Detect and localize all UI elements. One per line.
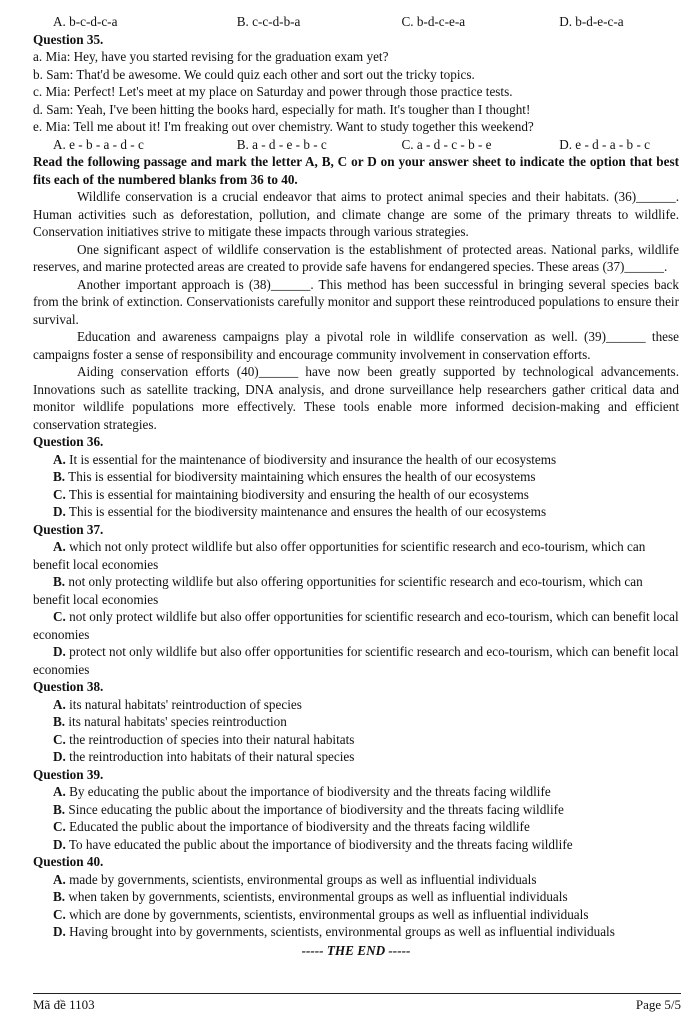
option-text: made by governments, scientists, environmental groups as well as influential individuals — [69, 871, 537, 887]
passage-paragraph: One significant aspect of wildlife conservation is the establishment of protected areas. National parks, wildlife reserves, and marine protected areas are created to provide safe havens for endangered species. These areas (37)______. — [33, 241, 679, 274]
option-text: its natural habitats' species reintroduction — [68, 714, 287, 729]
option-letter: B. — [53, 469, 66, 484]
option-letter: A. — [53, 784, 66, 799]
q35-line-c: c. Mia: Perfect! Let's meet at my place on Saturday and power through those practice tests. — [33, 84, 513, 99]
q34-option-d: D. b-d-e-c-a — [559, 14, 624, 29]
q39-title: Question 39. — [33, 766, 104, 782]
q35-line-a: a. Mia: Hey, have you started revising for the graduation exam yet? — [33, 49, 389, 64]
q38-option-b — [33, 713, 679, 731]
option-text: which are done by governments, scientists, environmental groups as well as influential individuals — [69, 906, 589, 922]
passage-paragraph: Wildlife conservation is a crucial endeavor that aims to protect animal species and their habitats. (36)______. Human activities such as deforestation, pollution, and climate change are some of the primary threats to wildlife. Conservation initiatives strive to mitigate these impacts through various strategies. — [33, 189, 679, 239]
option-letter: B. — [53, 714, 66, 729]
q37-option-a — [33, 538, 679, 573]
q39-option-d — [33, 836, 679, 854]
option-letter: C. — [53, 819, 66, 834]
q38-option-c — [33, 731, 679, 749]
q34-option-a: A. b-c-d-c-a — [53, 14, 118, 29]
option-text: This is essential for the biodiversity maintenance and ensures the health of our ecosystems — [68, 504, 547, 519]
option-text: This is essential for maintaining biodiversity and ensuring the health of our ecosystems — [68, 486, 529, 502]
q35-title: Question 35. — [33, 31, 104, 47]
option-letter: C. — [53, 906, 66, 922]
q40-option-b — [33, 888, 679, 906]
q36-option-b — [33, 468, 679, 486]
q35-option-d: D. e - d - a - b - c — [559, 136, 650, 152]
option-letter: A. — [53, 871, 66, 887]
q40-title: Question 40. — [33, 854, 104, 869]
option-letter: A. — [53, 696, 66, 712]
q38-option-a — [33, 696, 679, 714]
q35-line-d: d. Sam: Yeah, I've been hitting the books hard, especially for math. It's tougher than I thought! — [33, 101, 531, 117]
q35-option-a: A. e - b - a - d - c — [53, 136, 144, 152]
q40-option-d — [33, 923, 679, 941]
q36-option-c — [33, 486, 679, 504]
passage-instruction: Read the following passage and mark the letter A, B, C or D on your answer sheet to indicate the option that best fits each of the numbered blanks from 36 to 40. — [33, 154, 679, 187]
option-text: when taken by governments, scientists, environmental groups as well as influential individuals — [68, 889, 568, 904]
option-text: Educated the public about the importance of biodiversity and the threats facing wildlife — [69, 819, 530, 834]
option-letter: D. — [53, 749, 66, 764]
option-letter: A. — [53, 451, 66, 467]
passage-paragraph: Aiding conservation efforts (40)______ have now been greatly supported by technological advancements. Innovations such as satellite tracking, DNA analysis, and drone surveillance help researchers gather critical data and monitor wildlife populations more effectively. These tools enable more informed decision-making and efficient conservation strategies. — [33, 364, 679, 432]
q38-option-d — [33, 748, 679, 766]
option-letter: C. — [53, 609, 66, 624]
q38-title: Question 38. — [33, 679, 104, 694]
q35-option-c: C. a - d - c - b - e — [401, 136, 492, 152]
option-text: its natural habitats' reintroduction of species — [69, 696, 302, 712]
q39-option-c — [33, 818, 679, 836]
q36-option-a — [33, 451, 679, 469]
page-footer — [33, 993, 681, 1014]
option-letter: C. — [53, 731, 66, 747]
option-letter: B. — [53, 801, 66, 817]
q40-option-a — [33, 871, 679, 889]
option-text: the reintroduction of species into their natural habitats — [69, 731, 355, 747]
q37-title: Question 37. — [33, 521, 104, 537]
option-letter: D. — [53, 504, 66, 519]
option-text: By educating the public about the importance of biodiversity and the threats facing wildlife — [69, 784, 551, 799]
option-text: Having brought into by governments, scientists, environmental groups as well as influential individuals — [69, 924, 615, 939]
passage-paragraph: Another important approach is (38)______. This method has been successful in bringing several species back from the brink of extinction. Conservationists carefully monitor and support these reintroduced populations to ensure their survival. — [33, 276, 679, 327]
option-text: which not only protect wildlife but also offer opportunities for scientific research and eco-tourism, which can benefit local economies — [33, 539, 646, 572]
q34-options-row — [33, 13, 679, 31]
option-letter: B. — [53, 574, 66, 589]
q36-title: Question 36. — [33, 434, 104, 449]
option-text: It is essential for the maintenance of biodiversity and insurance the health of our ecosystems — [69, 451, 557, 467]
option-text: not only protect wildlife but also offer opportunities for scientific research and eco-tourism, which can benefit local economies — [33, 609, 679, 642]
option-text: To have educated the public about the importance of biodiversity and the threats facing wildlife — [68, 836, 573, 852]
option-letter: D. — [53, 644, 66, 659]
option-letter: C. — [53, 486, 66, 502]
q35-option-b: B. a - d - e - b - c — [236, 136, 327, 152]
page-number: Page 5/5 — [635, 997, 681, 1012]
q39-option-a — [33, 783, 679, 801]
q37-option-b — [33, 573, 679, 608]
q34-option-b: B. c-c-d-b-a — [236, 14, 301, 29]
q37-option-d — [33, 643, 679, 678]
q34-option-c: C. b-d-c-e-a — [401, 14, 466, 29]
q35-line-b: b. Sam: That'd be awesome. We could quiz each other and sort out the tricky topics. — [33, 66, 475, 82]
page-content — [33, 13, 679, 959]
q40-option-c — [33, 906, 679, 924]
option-letter: D. — [53, 924, 66, 939]
option-letter: D. — [53, 836, 66, 852]
option-letter: B. — [53, 889, 66, 904]
option-text: the reintroduction into habitats of their natural species — [69, 749, 355, 764]
end-marker: ----- THE END ----- — [301, 942, 411, 958]
q35-line-e: e. Mia: Tell me about it! I'm freaking out over chemistry. Want to study together this weekend? — [33, 119, 534, 134]
q39-option-b — [33, 801, 679, 819]
option-text: This is essential for biodiversity maintaining which ensures the health of our ecosystems — [68, 469, 536, 484]
q35-options-row — [33, 136, 679, 154]
option-text: Since educating the public about the importance of biodiversity and the threats facing wildlife — [68, 801, 564, 817]
passage-paragraph: Education and awareness campaigns play a pivotal role in wildlife conservation as well. (39)______ these campaigns foster a sense of responsibility and encourage community involvement in conservation efforts. — [33, 329, 679, 362]
option-text: protect not only wildlife but also offer opportunities for scientific research and eco-tourism, which can benefit local economies — [33, 644, 679, 677]
exam-code: Mã đề 1103 — [33, 997, 95, 1012]
option-text: not only protecting wildlife but also offering opportunities for scientific research and eco-tourism, which can benefit local economies — [33, 574, 643, 607]
q36-option-d — [33, 503, 679, 521]
q37-option-c — [33, 608, 679, 643]
option-letter: A. — [53, 539, 66, 554]
